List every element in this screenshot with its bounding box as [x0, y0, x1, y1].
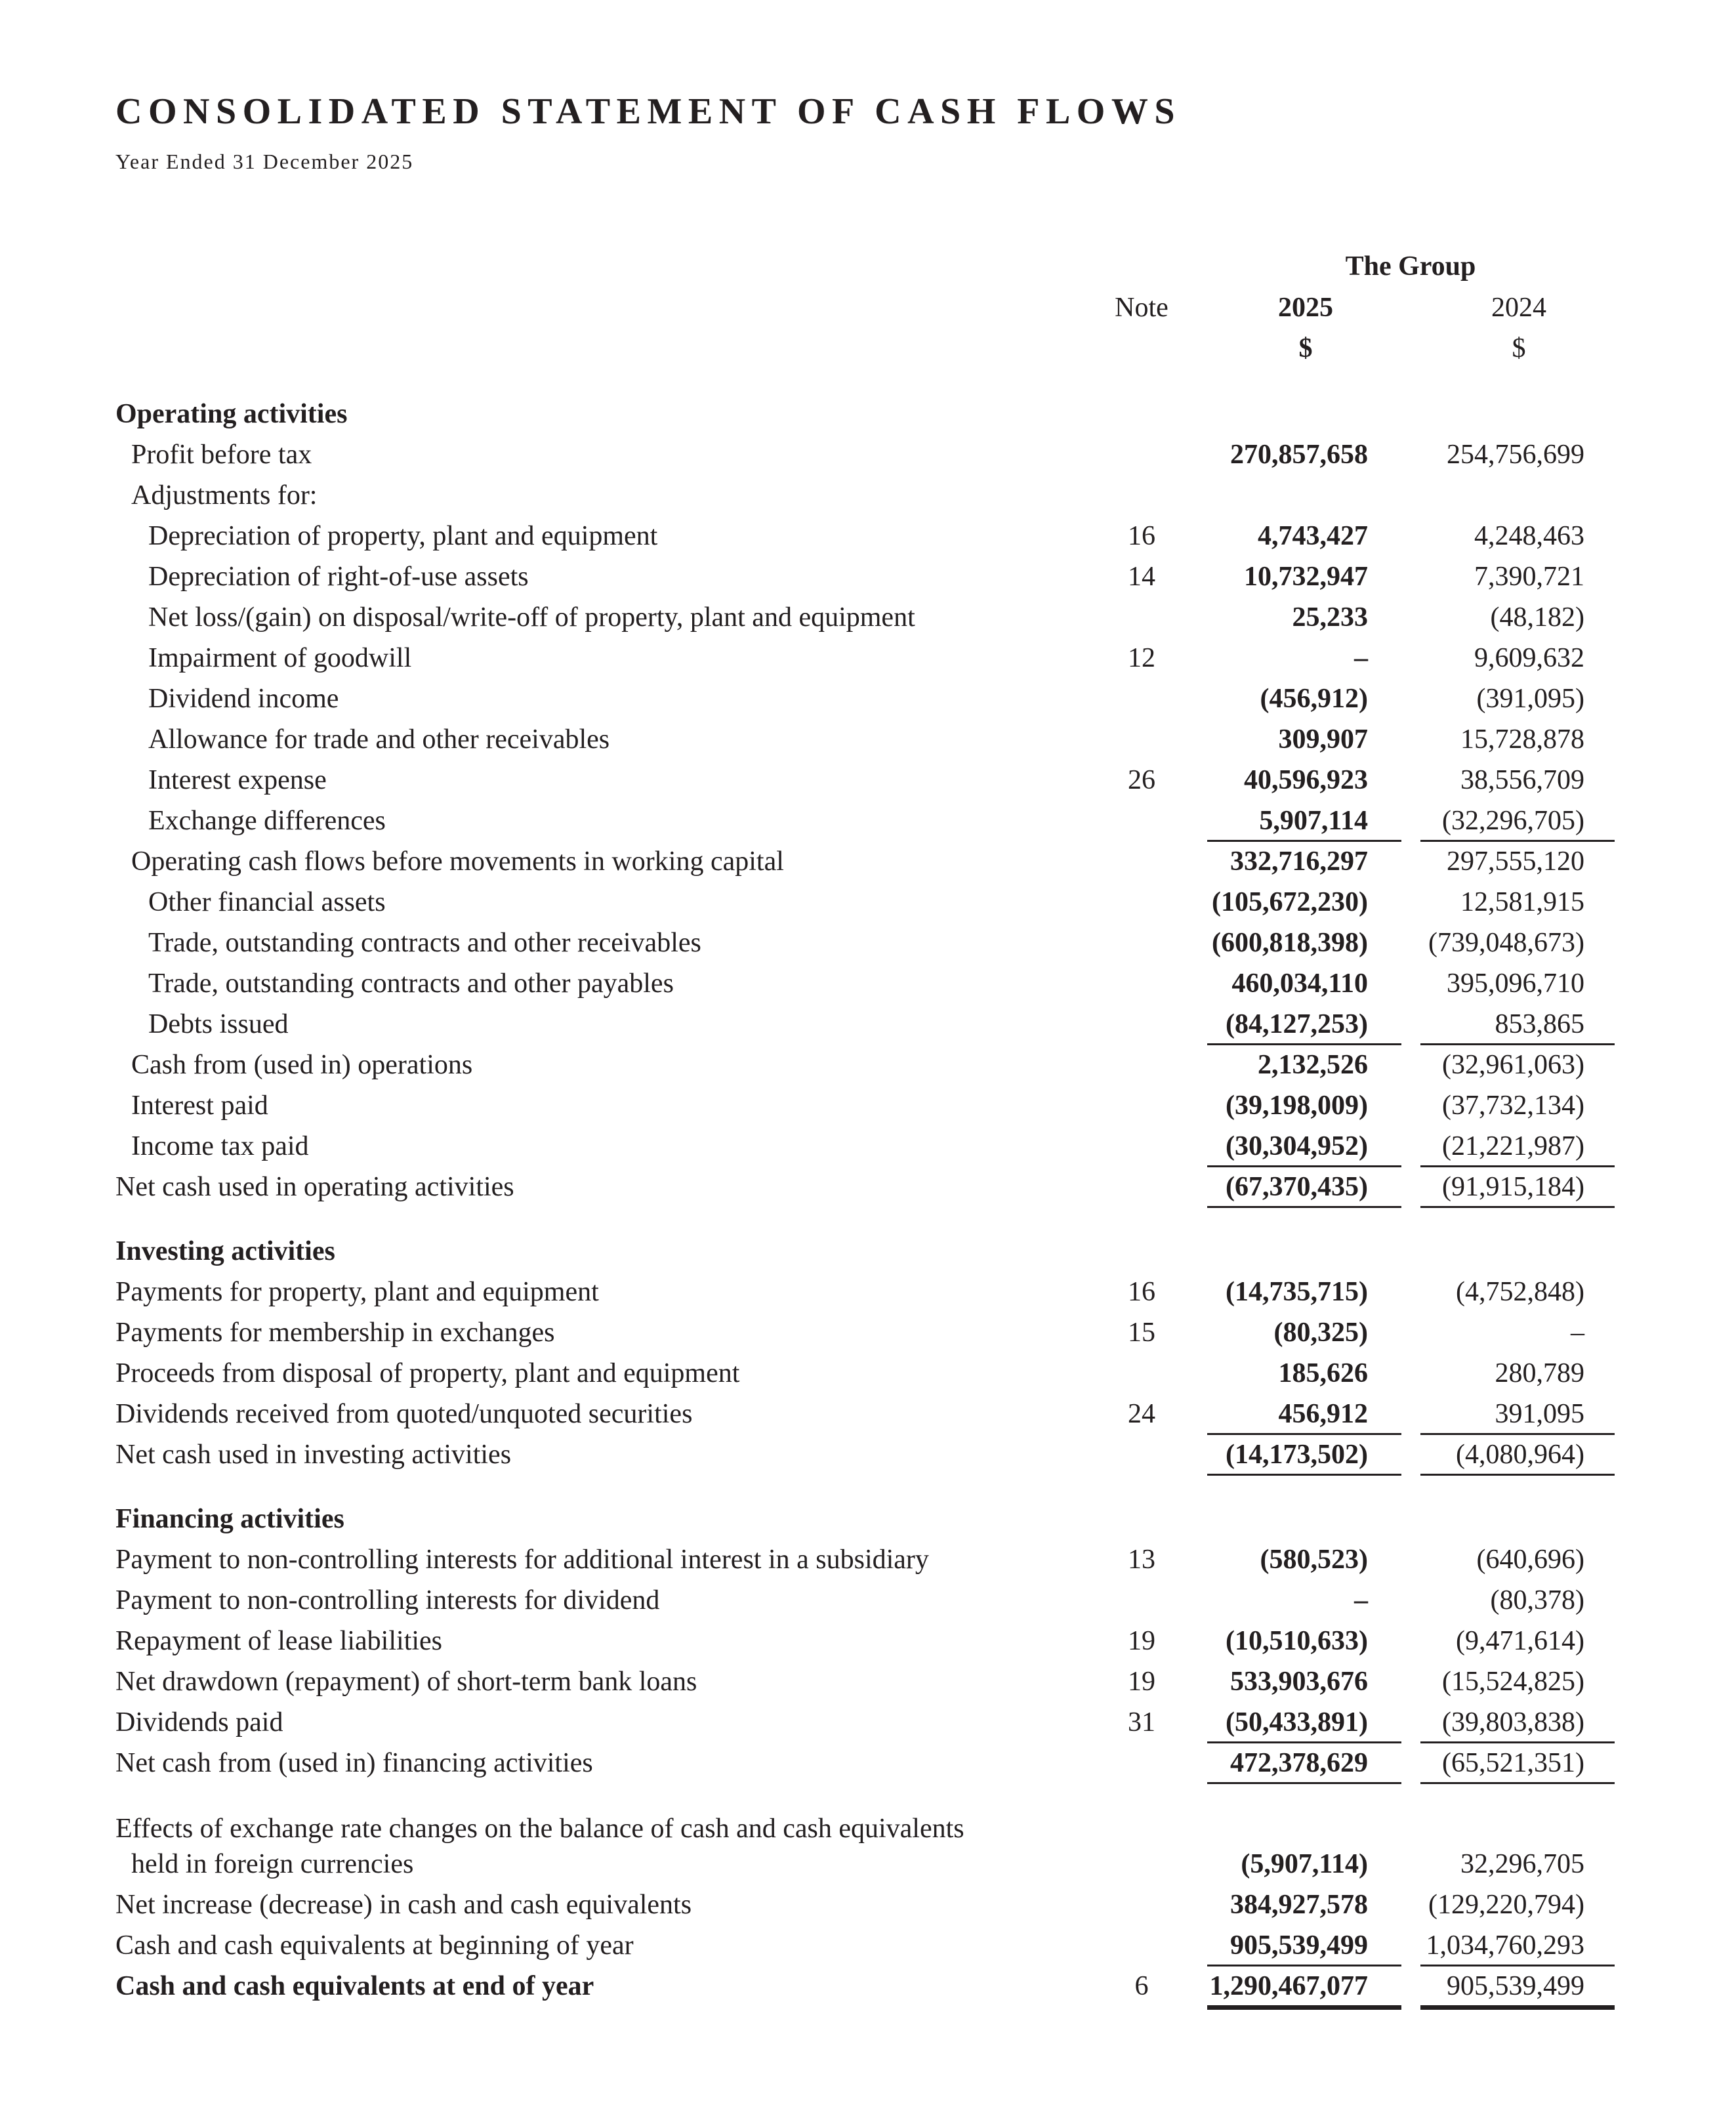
value-2025: 905,539,499	[1230, 1930, 1368, 1961]
year-2025-column-header: 2025	[1278, 293, 1333, 323]
note-ref: 16	[1128, 521, 1155, 551]
table-row	[0, 1085, 1736, 1126]
value-2024: (640,696)	[1476, 1545, 1584, 1575]
note-ref: 24	[1128, 1399, 1155, 1429]
table-row	[0, 1394, 1736, 1434]
value-2025: –	[1354, 643, 1368, 673]
value-2025: 4,743,427	[1258, 521, 1368, 551]
value-2024: 32,296,705	[1460, 1849, 1584, 1879]
row-label: Adjustments for:	[131, 480, 318, 510]
section-heading-row	[0, 1499, 1736, 1539]
row-label: Repayment of lease liabilities	[115, 1626, 443, 1656]
value-2025: 1,290,467,077	[1209, 1971, 1368, 2001]
row-label: Dividends received from quoted/unquoted securities	[115, 1399, 693, 1429]
total-double-rule	[1420, 2005, 1615, 2010]
value-2024: 254,756,699	[1447, 440, 1584, 470]
row-label: Net cash used in operating activities	[115, 1172, 514, 1202]
table-row	[0, 923, 1736, 963]
value-2024: 297,555,120	[1447, 846, 1584, 877]
table-row	[0, 1702, 1736, 1743]
total-double-rule	[1207, 2005, 1401, 2010]
subtotal-rule	[1420, 840, 1615, 842]
table-row	[0, 1844, 1736, 1884]
row-label: Net loss/(gain) on disposal/write-off of property, plant and equipment	[148, 602, 915, 633]
table-row	[0, 719, 1736, 760]
table-row	[0, 1661, 1736, 1702]
note-column-header: Note	[1115, 293, 1168, 323]
value-2025: (5,907,114)	[1241, 1849, 1368, 1879]
row-label: Interest expense	[148, 765, 327, 795]
value-2024: 853,865	[1495, 1009, 1584, 1039]
value-2025: 270,857,658	[1230, 440, 1368, 470]
group-column-header: The Group	[1345, 251, 1476, 281]
note-ref: 6	[1134, 1971, 1149, 2001]
note-ref: 12	[1128, 643, 1155, 673]
row-label: Payments for property, plant and equipment	[115, 1277, 599, 1307]
value-2025: 309,907	[1278, 724, 1368, 755]
value-2024: (4,080,964)	[1456, 1440, 1584, 1470]
row-label: Net increase (decrease) in cash and cash equivalents	[115, 1890, 692, 1920]
row-label: Profit before tax	[131, 440, 312, 470]
subtotal-rule	[1420, 1782, 1615, 1784]
value-2024: (9,471,614)	[1456, 1626, 1584, 1656]
subtotal-rule	[1420, 1043, 1615, 1045]
table-row	[0, 1167, 1736, 1207]
section-heading: Financing activities	[115, 1504, 344, 1534]
table-row	[0, 1808, 1736, 1849]
value-2025: 40,596,923	[1244, 765, 1368, 795]
value-2024: 391,095	[1495, 1399, 1584, 1429]
value-2024: 38,556,709	[1460, 765, 1584, 795]
section-heading-row	[0, 1231, 1736, 1272]
table-row	[0, 841, 1736, 882]
row-label: Debts issued	[148, 1009, 289, 1039]
value-2024: 4,248,463	[1474, 521, 1584, 551]
value-2025: 185,626	[1278, 1358, 1368, 1388]
table-row	[0, 475, 1736, 516]
table-row	[0, 1925, 1736, 1966]
row-label: Net cash from (used in) financing activities	[115, 1748, 593, 1778]
value-2025: (456,912)	[1260, 684, 1368, 714]
currency-2025-label: $	[1298, 333, 1313, 364]
currency-2024-label: $	[1512, 333, 1526, 364]
row-label: Dividends paid	[115, 1707, 283, 1737]
value-2025: 2,132,526	[1258, 1050, 1368, 1080]
subtotal-rule	[1420, 1741, 1615, 1743]
value-2024: 395,096,710	[1447, 968, 1584, 999]
subtotal-rule	[1207, 1474, 1401, 1476]
row-label: Effects of exchange rate changes on the balance of cash and cash equivalents	[115, 1814, 964, 1844]
note-ref: 26	[1128, 765, 1155, 795]
value-2024: (32,296,705)	[1442, 806, 1584, 836]
row-label: Net cash used in investing activities	[115, 1440, 512, 1470]
value-2025: 472,378,629	[1230, 1748, 1368, 1778]
table-row	[0, 1539, 1736, 1580]
row-label: Payments for membership in exchanges	[115, 1318, 555, 1348]
row-label: Proceeds from disposal of property, plant and equipment	[115, 1358, 740, 1388]
row-label: Payment to non-controlling interests for additional interest in a subsidiary	[115, 1545, 929, 1575]
row-label: Operating cash flows before movements in working capital	[131, 846, 784, 877]
value-2025: (600,818,398)	[1212, 928, 1368, 958]
value-2025: (50,433,891)	[1226, 1707, 1368, 1737]
note-ref: 13	[1128, 1545, 1155, 1575]
value-2024: (39,803,838)	[1442, 1707, 1584, 1737]
value-2024: 15,728,878	[1460, 724, 1584, 755]
value-2024: (391,095)	[1476, 684, 1584, 714]
value-2024: 905,539,499	[1447, 1971, 1584, 2001]
page-title: CONSOLIDATED STATEMENT OF CASH FLOWS	[115, 91, 1182, 132]
value-2024: 9,609,632	[1474, 643, 1584, 673]
value-2024: (21,221,987)	[1442, 1131, 1584, 1161]
value-2025: (80,325)	[1273, 1318, 1368, 1348]
note-ref: 19	[1128, 1667, 1155, 1697]
note-ref: 19	[1128, 1626, 1155, 1656]
row-label: Impairment of goodwill	[148, 643, 412, 673]
table-row	[0, 516, 1736, 556]
subtotal-rule	[1420, 1206, 1615, 1208]
table-row	[0, 1884, 1736, 1925]
section-heading-row	[0, 394, 1736, 434]
table-row	[0, 1004, 1736, 1045]
subtotal-rule	[1207, 1165, 1401, 1167]
value-2025: 25,233	[1292, 602, 1368, 633]
table-row	[0, 882, 1736, 923]
value-2025: (14,173,502)	[1226, 1440, 1368, 1470]
table-row	[0, 1621, 1736, 1661]
value-2024: (4,752,848)	[1456, 1277, 1584, 1307]
table-row	[0, 760, 1736, 801]
table-row	[0, 1966, 1736, 2007]
row-label: Income tax paid	[131, 1131, 309, 1161]
subtotal-rule	[1207, 1043, 1401, 1045]
table-row	[0, 1045, 1736, 1085]
subtotal-rule	[1420, 1433, 1615, 1435]
value-2024: (739,048,673)	[1428, 928, 1584, 958]
value-2025: (14,735,715)	[1226, 1277, 1368, 1307]
table-row	[0, 801, 1736, 841]
table-row	[0, 1434, 1736, 1475]
value-2025: (105,672,230)	[1212, 887, 1368, 917]
table-row	[0, 1126, 1736, 1167]
value-2024: 7,390,721	[1474, 562, 1584, 592]
value-2024: (129,220,794)	[1428, 1890, 1584, 1920]
table-row	[0, 678, 1736, 719]
note-ref: 15	[1128, 1318, 1155, 1348]
row-label: Net drawdown (repayment) of short-term bank loans	[115, 1667, 697, 1697]
value-2025: 533,903,676	[1230, 1667, 1368, 1697]
row-label: Cash and cash equivalents at end of year	[115, 1971, 594, 2001]
value-2025: 10,732,947	[1244, 562, 1368, 592]
page-subtitle: Year Ended 31 December 2025	[115, 150, 414, 173]
note-ref: 14	[1128, 562, 1155, 592]
row-label: held in foreign currencies	[131, 1849, 414, 1879]
table-row	[0, 1353, 1736, 1394]
section-heading: Investing activities	[115, 1236, 335, 1266]
subtotal-rule	[1207, 1206, 1401, 1208]
note-ref: 16	[1128, 1277, 1155, 1307]
value-2024: (37,732,134)	[1442, 1091, 1584, 1121]
table-row	[0, 1743, 1736, 1783]
table-row	[0, 1272, 1736, 1312]
row-label: Depreciation of right-of-use assets	[148, 562, 529, 592]
value-2025: 332,716,297	[1230, 846, 1368, 877]
value-2025: 460,034,110	[1231, 968, 1368, 999]
subtotal-rule	[1207, 1965, 1401, 1966]
value-2025: (39,198,009)	[1226, 1091, 1368, 1121]
value-2025: 456,912	[1278, 1399, 1368, 1429]
row-label: Interest paid	[131, 1091, 268, 1121]
value-2024: (80,378)	[1490, 1585, 1584, 1615]
value-2024: 1,034,760,293	[1426, 1930, 1584, 1961]
value-2024: 12,581,915	[1460, 887, 1584, 917]
section-heading: Operating activities	[115, 399, 348, 429]
table-row	[0, 1312, 1736, 1353]
year-2024-column-header: 2024	[1491, 293, 1546, 323]
value-2024: –	[1571, 1318, 1584, 1348]
note-ref: 31	[1128, 1707, 1155, 1737]
subtotal-rule	[1207, 840, 1401, 842]
row-label: Allowance for trade and other receivables	[148, 724, 610, 755]
row-label: Other financial assets	[148, 887, 386, 917]
subtotal-rule	[1420, 1965, 1615, 1966]
value-2024: 280,789	[1495, 1358, 1584, 1388]
table-row	[0, 434, 1736, 475]
value-2024: (32,961,063)	[1442, 1050, 1584, 1080]
value-2025: (10,510,633)	[1226, 1626, 1368, 1656]
table-row	[0, 556, 1736, 597]
value-2025: (30,304,952)	[1226, 1131, 1368, 1161]
table-row	[0, 1580, 1736, 1621]
table-row	[0, 963, 1736, 1004]
row-label: Cash and cash equivalents at beginning of year	[115, 1930, 634, 1961]
subtotal-rule	[1207, 1782, 1401, 1784]
value-2024: (91,915,184)	[1442, 1172, 1584, 1202]
row-label: Cash from (used in) operations	[131, 1050, 473, 1080]
row-label: Depreciation of property, plant and equipment	[148, 521, 658, 551]
subtotal-rule	[1207, 1433, 1401, 1435]
subtotal-rule	[1420, 1474, 1615, 1476]
value-2025: (84,127,253)	[1226, 1009, 1368, 1039]
value-2025: –	[1354, 1585, 1368, 1615]
row-label: Exchange differences	[148, 806, 386, 836]
value-2025: 5,907,114	[1259, 806, 1368, 836]
row-label: Trade, outstanding contracts and other payables	[148, 968, 674, 999]
value-2025: (580,523)	[1260, 1545, 1368, 1575]
table-row	[0, 597, 1736, 638]
row-label: Payment to non-controlling interests for dividend	[115, 1585, 660, 1615]
value-2024: (15,524,825)	[1442, 1667, 1584, 1697]
subtotal-rule	[1420, 1165, 1615, 1167]
value-2025: (67,370,435)	[1226, 1172, 1368, 1202]
table-row	[0, 638, 1736, 678]
subtotal-rule	[1207, 1741, 1401, 1743]
row-label: Trade, outstanding contracts and other receivables	[148, 928, 701, 958]
value-2024: (65,521,351)	[1442, 1748, 1584, 1778]
value-2025: 384,927,578	[1230, 1890, 1368, 1920]
row-label: Dividend income	[148, 684, 339, 714]
value-2024: (48,182)	[1490, 602, 1584, 633]
